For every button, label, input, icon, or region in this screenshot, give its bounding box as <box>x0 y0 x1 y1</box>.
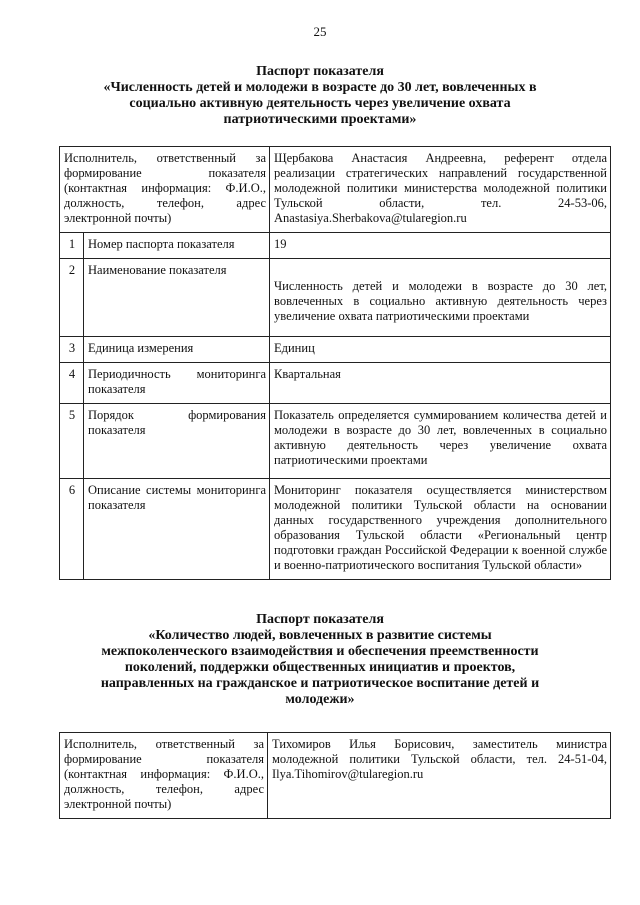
table-row <box>60 147 611 233</box>
row-label: Наименование показателя <box>84 259 270 337</box>
title-line: Паспорт показателя <box>256 64 384 79</box>
passport-2-table <box>59 732 611 819</box>
row-number: 6 <box>60 479 84 580</box>
title-line: социально активную деятельность через увеличение охвата <box>129 96 511 111</box>
table-row <box>60 404 611 479</box>
passport-1-title <box>90 64 550 128</box>
table-row <box>60 233 611 259</box>
table-row <box>60 363 611 404</box>
row-value: Численность детей и молодежи в возрасте до 30 лет, вовлеченных в социально активную деятельность через увеличение охвата патриотическими проектами <box>270 259 611 337</box>
row-value: Квартальная <box>270 363 611 404</box>
executor-label: Исполнитель, ответственный за формирование показателя (контактная информация: Ф.И.О., должность, телефон, адрес электронной почты) <box>60 147 270 233</box>
row-value: Показатель определяется суммированием количества детей и молодежи в возрасте до 30 лет, вовлеченных в социально активную деятельность через увеличение охвата патриотическими проектами <box>270 404 611 479</box>
row-value: Единиц <box>270 337 611 363</box>
row-label: Периодичность мониторинга показателя <box>84 363 270 404</box>
title-line: направленных на гражданское и патриотическое воспитание детей и <box>100 676 540 691</box>
executor-value: Щербакова Анастасия Андреевна, референт отдела реализации стратегических направлений государственной молодежной политики министерства молодежной политики Тульской области, тел. 24-53-06, Anastasiya.Sherbakova@tularegion.ru <box>270 147 611 233</box>
row-number: 2 <box>60 259 84 337</box>
executor-value: Тихомиров Илья Борисович, заместитель министра молодежной политики Тульской области, тел. 24-51-04, Ilya.Tihomirov@tularegion.ru <box>268 733 611 819</box>
passport-1-table <box>59 146 611 580</box>
title-line: поколений, поддержки общественных инициатив и проектов, <box>124 660 516 675</box>
title-line: молодежи» <box>285 692 355 707</box>
page-number: 25 <box>313 24 327 39</box>
title-line: патриотическими проектами» <box>223 112 417 127</box>
table-row <box>60 259 611 337</box>
executor-label: Исполнитель, ответственный за формирование показателя (контактная информация: Ф.И.О., должность, телефон, адрес электронной почты) <box>60 733 268 819</box>
title-line: Паспорт показателя <box>256 612 384 627</box>
table-row <box>60 733 611 819</box>
table-row <box>60 337 611 363</box>
title-line: «Количество людей, вовлеченных в развитие системы <box>148 628 492 643</box>
row-label: Описание системы мониторинга показателя <box>84 479 270 580</box>
row-number: 5 <box>60 404 84 479</box>
row-number: 1 <box>60 233 84 259</box>
row-label: Единица измерения <box>84 337 270 363</box>
row-number: 3 <box>60 337 84 363</box>
title-line: «Численность детей и молодежи в возрасте до 30 лет, вовлеченных в <box>103 80 537 95</box>
row-label: Номер паспорта показателя <box>84 233 270 259</box>
passport-2-title <box>70 612 570 708</box>
title-line: межпоколенческого взаимодействия и обеспечения преемственности <box>101 644 539 659</box>
row-label: Порядок формирования показателя <box>84 404 270 479</box>
table-row <box>60 479 611 580</box>
row-value: Мониторинг показателя осуществляется министерством молодежной политики Тульской области на основании данных государственного учреждения дополнительного образования Тульской области «Региональный центр подготовки граждан Российской Федерации к военной службе и военно-патриотического воспитания Тульской области» <box>270 479 611 580</box>
row-number: 4 <box>60 363 84 404</box>
row-value: 19 <box>270 233 611 259</box>
